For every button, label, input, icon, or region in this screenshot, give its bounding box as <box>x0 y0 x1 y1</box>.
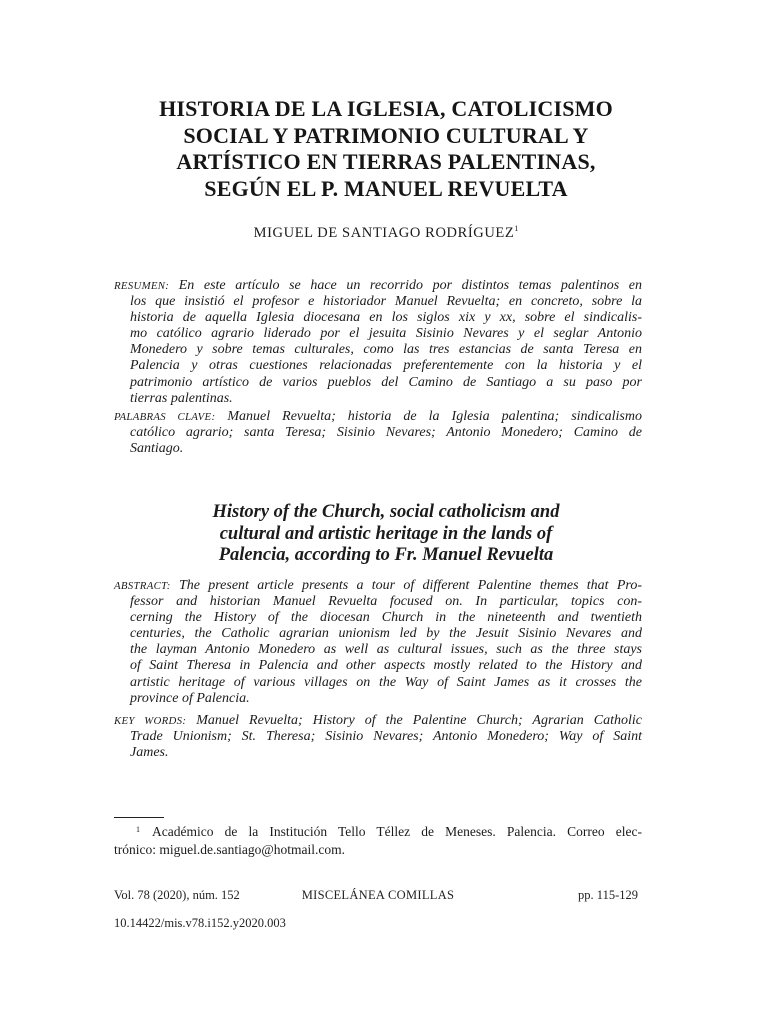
abstract-paragraph <box>114 578 642 707</box>
footnote-marker: 1 <box>514 224 519 233</box>
text-line: $^1$ Académico de la Institución Tello Téllez de Meneses. Palencia. Correo elec- <box>136 824 642 839</box>
title-line: History of the Church, social catholicism and <box>212 502 560 522</box>
title-line: SEGÚN EL P. MANUEL REVUELTA <box>204 175 568 201</box>
doi-text: 10.14422/mis.v78.i152.y2020.003 <box>114 916 286 930</box>
text-line: James. <box>130 745 169 761</box>
text-line: province of Palencia. <box>130 690 250 706</box>
journal-name: MISCELÁNEA COMILLAS <box>301 888 455 902</box>
text-line: los que insistió el profesor e historiador Manuel Revuelta; en concreto, sobre la <box>130 294 642 310</box>
text-line: Palencia y otras cuestiones relacionadas preferentemente con la historia y el <box>130 358 642 374</box>
author-byline <box>110 220 662 242</box>
author-name: MIGUEL DE SANTIAGO RODRÍGUEZ <box>253 224 515 241</box>
article-title <box>110 96 662 202</box>
text-line: mo católico agrario liderado por el jesuita Sisinio Nevares y el seglar Antonio <box>130 326 642 342</box>
text-line: cerning the History of the diocesan Church in the nineteenth and twentieth <box>130 610 642 626</box>
resumen-paragraph <box>114 278 642 407</box>
text-line: fessor and historian Manuel Revuelta focused on. In particular, topics con- <box>130 594 642 610</box>
palabras-clave-label: PALABRAS CLAVE: <box>114 411 216 423</box>
text-line: Monedero y sobre temas culturales, como las tres estancias de santa Teresa en <box>130 342 642 358</box>
page-range: pp. 115-129 <box>578 888 638 902</box>
text-line: historia de aquella Iglesia diocesana en los siglos xix y xx, sobre el sindicalis- <box>130 310 642 326</box>
text-line: Santiago. <box>130 441 184 457</box>
text-line: of Saint Theresa in Palencia and other aspects mostly related to the History and <box>130 658 642 674</box>
text-line: the layman Antonio Monedero as well as cultural issues, such as the three stays <box>130 642 642 658</box>
key-words-label: KEY WORDS: <box>114 715 187 727</box>
text-line: RESUMEN: En este artículo se hace un recorrido por distintos temas palentinos en <box>114 278 642 293</box>
title-line: HISTORIA DE LA IGLESIA, CATOLICISMO <box>159 96 613 121</box>
text-line: centuries, the Catholic agrarian unionism led by the Jesuit Sisinio Nevares and <box>130 626 642 642</box>
text-line: artistic heritage of various villages on the Way of Saint James as it crosses the <box>130 674 642 690</box>
volume-info: Vol. 78 (2020), núm. 152 <box>114 888 240 902</box>
text-line: KEY WORDS: Manuel Revuelta; History of the Palentine Church; Agrarian Catholic <box>114 713 642 728</box>
title-line: cultural and artistic heritage in the lands of <box>219 523 553 544</box>
footnote <box>114 823 642 859</box>
text-line: Trade Unionism; St. Theresa; Sisinio Nevares; Antonio Monedero; Way of Saint <box>130 729 642 745</box>
resumen-label: RESUMEN: <box>114 280 170 292</box>
text-line: católico agrario; santa Teresa; Sisinio Nevares; Antonio Monedero; Camino de <box>130 425 642 441</box>
key-words-paragraph <box>114 713 642 761</box>
title-line: SOCIAL Y PATRIMONIO CULTURAL Y <box>183 122 589 148</box>
text-line: patrimonio artístico de varios pueblos del Camino de Santiago a su paso por <box>130 374 642 390</box>
text-line: tierras palentinas. <box>130 390 233 406</box>
abstract-label: ABSTRACT: <box>114 580 171 592</box>
footnote-divider <box>114 817 164 818</box>
title-line: ARTÍSTICO EN TIERRAS PALENTINAS, <box>176 149 596 174</box>
english-title <box>110 502 662 567</box>
title-line: Palencia, according to Fr. Manuel Revuelta <box>218 545 554 565</box>
footnote-number: 1 <box>136 825 140 834</box>
text-line: ABSTRACT: The present article presents a tour of different Palentine themes that Pro- <box>114 578 642 593</box>
palabras-clave-paragraph <box>114 409 642 457</box>
text-line: trónico: miguel.de.santiago@hotmail.com. <box>114 842 346 857</box>
text-line: PALABRAS CLAVE: Manuel Revuelta; historia de la Iglesia palentina; sindicalismo <box>114 409 642 424</box>
